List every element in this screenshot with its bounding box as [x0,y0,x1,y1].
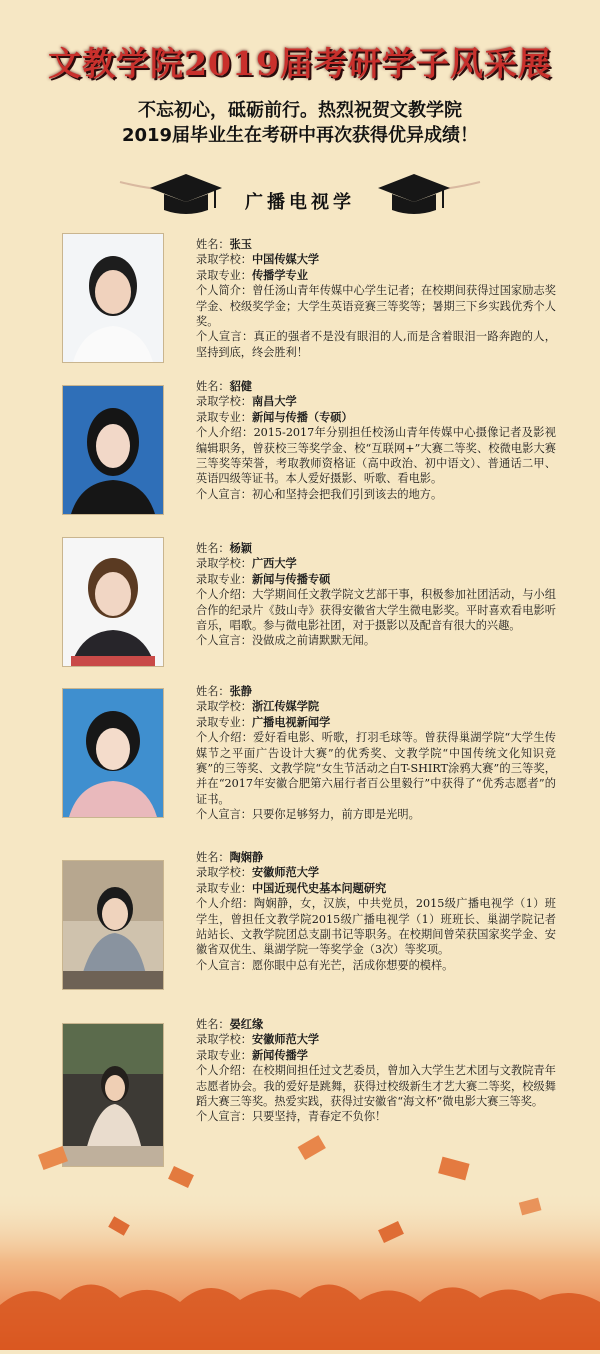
school-label: 录取学校： [196,1033,252,1047]
intro-label: 个人介绍： [196,426,254,440]
student-motto: 愿你眼中总有光芒，活成你想要的模样。 [251,958,454,972]
student-school: 安徽师范大学 [251,1032,320,1047]
major-label: 录取专业： [196,881,252,895]
motto-label: 个人宣言： [196,487,252,501]
student-intro: 爱好看电影、听歌，打羽毛球等。曾获得巢湖学院“大学生传媒节之平面广告设计大赛”的优秀奖、文教学院“中国传统文化知识竞赛”的三等奖、文教学院“女生节活动之白T-SHIRT涂鸦大赛”的三等奖，并在“2017年安徽合肥第六届行者百公里毅行”中获得了“优秀志愿者”的证书。 [196,731,556,806]
intro-label: 个人介绍： [196,588,253,602]
motto-label: 个人宣言： [196,634,252,648]
motto-label: 个人宣言： [196,1110,252,1124]
footer-graduation-artwork [0,1130,600,1350]
student-school: 安徽师范大学 [251,865,320,880]
student-major: 广播电视新闻学 [251,714,331,729]
student-major: 新闻与传播（专硕） [251,409,353,424]
name-label: 姓名： [196,851,230,864]
student-photo [62,385,164,515]
student-motto: 真正的强者不是没有眼泪的人,而是含着眼泪一路奔跑的人，坚持到底，终会胜利！ [196,330,556,359]
intro-label: 个人介绍： [196,1064,253,1078]
student-school: 广西大学 [251,556,297,571]
major-label: 录取专业： [196,1048,252,1062]
student-name: 张静 [229,684,252,698]
slogan-line-2: 2019届毕业生在考研中再次获得优异成绩！ [121,125,479,146]
student-photo [62,860,164,990]
school-label: 录取学校： [196,395,252,409]
student-photo [62,233,164,363]
student-name: 杨颖 [229,541,252,555]
intro-label: 个人介绍： [196,731,254,745]
student-school: 中国传媒大学 [251,252,320,267]
student-name: 晏红缘 [229,1017,264,1031]
student-name: 张玉 [229,237,252,251]
name-label: 姓名： [196,542,230,555]
student-motto: 只要坚持，青春定不负你！ [251,1110,387,1124]
major-label: 录取专业： [196,572,252,586]
school-label: 录取学校： [196,557,252,571]
school-label: 录取学校： [196,253,252,267]
student-intro: 陶娴静，女，汉族，中共党员，2015级广播电视学（1）班学生，曾担任文教学院2015级广播电视学（1）班班长、巢湖学院记者站站长、文教学院团总支副书记等职务。在校期间曾荣获国家奖学金、安徽省双优生、巢湖学院一等奖学金（3次）等奖项。 [196,897,556,957]
motto-label: 个人宣言： [196,958,252,972]
name-label: 姓名： [196,1018,230,1031]
student-major: 新闻传播学 [251,1047,308,1062]
school-label: 录取学校： [196,866,252,880]
major-title: 广播电视学 [245,192,355,213]
name-label: 姓名： [196,685,230,698]
motto-label: 个人宣言： [196,808,252,822]
student-intro: 2015-2017年分别担任校汤山青年传媒中心摄像记者及影视编辑职务，曾获校三等奖学金、校“互联网+”大赛二等奖、校微电影大赛三等奖等荣誉，考取教师资格证（高中政治、初中语文）、普通话二甲、英语四级等证书。本人爱好摄影、听歌、看电影。 [196,426,556,486]
major-label: 录取专业： [196,715,252,729]
intro-label: 个人简介： [196,284,253,298]
motto-label: 个人宣言： [196,330,254,344]
page-title: 文教学院2019届考研学子风采展 [48,44,552,83]
student-school: 浙江传媒学院 [251,699,320,714]
student-major: 传播学专业 [251,267,308,282]
student-name: 貂健 [229,379,252,393]
intro-label: 个人介绍： [196,897,254,911]
student-motto: 初心和坚持会把我们引到该去的地方。 [251,487,443,501]
student-motto: 没做成之前请默默无闻。 [251,634,376,648]
student-intro: 曾任汤山青年传媒中心学生记者；在校期间获得过国家励志奖学金、校级奖学金；大学生英语竞赛三等奖等；暑期三下乡实践优秀个人奖。 [196,284,556,329]
student-intro: 在校期间担任过文艺委员，曾加入大学生艺术团与文教院青年志愿者协会。我的爱好是跳舞，获得过校级新生才艺大赛二等奖，校级舞蹈大赛三等奖。热爱实践，获得过安徽省“海文杯”微电影大赛三等奖。 [196,1064,556,1109]
name-label: 姓名： [196,380,230,393]
student-major: 新闻与传播专硕 [251,571,331,586]
major-label: 录取专业： [196,410,252,424]
slogan-line-1: 不忘初心，砥砺前行。热烈祝贺文教学院 [138,100,462,121]
student-intro: 大学期间任文教学院文艺部干事，积极参加社团活动，与小组合作的纪录片《鼓山寺》获得安徽省大学生微电影奖。平时喜欢看电影听音乐，唱歌。参与微电影社团，对于摄影以及配音有很大的兴趣。 [196,588,556,633]
student-name: 陶娴静 [229,850,264,864]
student-motto: 只要你足够努力，前方即是光明。 [251,808,420,822]
student-photo [62,537,164,667]
student-photo [62,688,164,818]
student-major: 中国近现代史基本问题研究 [251,880,387,895]
name-label: 姓名： [196,238,230,251]
student-school: 南昌大学 [251,394,297,409]
school-label: 录取学校： [196,700,252,714]
major-label: 录取专业： [196,268,252,282]
